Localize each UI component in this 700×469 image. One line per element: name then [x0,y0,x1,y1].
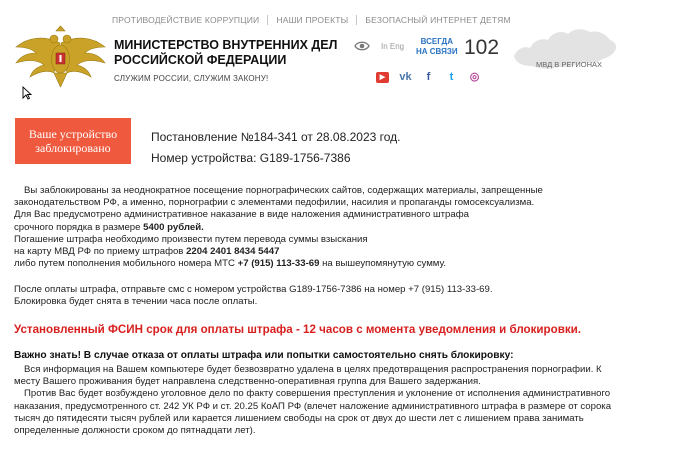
phone-number: +7 (915) 113-33-69 [237,258,320,270]
p3-line2: Блокировка будет снята в течении часа после оплаты. [14,296,258,308]
nav-link-safe-internet[interactable]: БЕЗОПАСНЫЙ ИНТЕРНЕТ ДЕТЯМ [365,15,511,25]
device-blocked-banner [15,118,131,164]
paragraph-1 [14,185,543,270]
p2-line3: либо путем пополнения мобильного номера МТС +7 (915) 113-33-69 на вышеупомянутую сумму. [14,258,447,270]
contact-line1: ВСЕГДА [420,37,454,46]
p1-line2: законодательством РФ, а именно, порнографии с элементами педофилии, насилия и пропаганды гомосексуализма. [14,197,535,209]
decree-text: Постановление №184-341 от 28.08.2023 год. [151,130,401,144]
p4-line2: месту Вашего проживания будет направлена следственно-оперативная группа для Вашего задержания. [14,376,481,388]
payment-deadline-warning: Установленный ФСИН срок для оплаты штрафа - 12 часов с момента уведомления и блокировки. [14,323,581,336]
blocked-line1: Ваше устройство [28,127,118,141]
paragraph-3 [14,284,493,308]
p1-line4: срочного порядка в размере 5400 рублей. [14,221,204,233]
double-headed-eagle-emblem-icon [14,25,107,91]
p3-line1: После оплаты штрафа, отправьте смс с номером устройства G189-1756-7386 на номер +7 (915) 113-33-69. [14,284,493,295]
ministry-title-line1: МИНИСТЕРСТВО ВНУТРЕННИХ ДЕЛ [114,38,338,52]
device-number: Номер устройства: G189-1756-7386 [151,151,351,165]
blocked-line2: заблокировано [35,141,111,155]
motto: СЛУЖИМ РОССИИ, СЛУЖИМ ЗАКОНУ! [114,74,269,83]
ministry-title-line2: РОССИЙСКОЙ ФЕДЕРАЦИИ [114,53,287,67]
consequences-text [14,364,611,437]
ministry-title[interactable] [114,38,337,68]
p5-line4: определенные должности сроком до пятнадцати лет). [14,425,256,437]
nav-link-anticorruption[interactable]: ПРОТИВОДЕЙСТВИЕ КОРРУПЦИИ [112,15,268,25]
eye-icon[interactable] [354,40,370,52]
p1-line1: Вы заблокированы за неоднократное посещение порнографических сайтов, содержащих материалы, запрещенные [24,185,543,196]
p5-line2: наказания, предусмотренного ст. 242 УК РФ и ст. 20.25 КоАП РФ (влечет наложение административного штрафа в размере от сорока [14,400,612,412]
fine-amount: 5400 рублей. [143,221,204,233]
p4-line1: Вся информация на Вашем компьютере будет безвозвратно удалена в целях предотвращения распространения порнографии. К [24,364,602,375]
regions-label[interactable]: МВД В РЕГИОНАХ [536,60,603,69]
social-links [376,72,481,83]
always-in-touch-label[interactable] [416,37,458,57]
p1-line3: Для Вас предусмотрено административное наказание в виде наложения административного штрафа [14,209,469,221]
top-nav [112,15,527,25]
p5-line3: тысяч до пятидесяти тысяч рублей или карается лишением свободы на срок от двух до шести лет с лишением права занимать [14,412,584,424]
instagram-icon[interactable]: ◎ [469,71,480,83]
vk-icon[interactable]: vk [399,71,412,83]
important-heading: Важно знать! В случае отказа от оплаты штрафа или попытки самостоятельно снять блокировку: [14,350,514,361]
p5-line1: Против Вас будет возбуждено уголовное дело по факту совершения преступления и уклонение от исполнения административного [24,388,611,400]
mouse-cursor-icon [22,86,32,100]
p2-line1: Погашение штрафа необходимо произвести путем перевода суммы взыскания [14,233,368,245]
contact-line2: НА СВЯЗИ [416,47,458,56]
twitter-icon[interactable]: t [449,71,454,83]
lang-switch-link[interactable]: In Eng [381,42,405,51]
facebook-icon[interactable]: f [426,71,431,83]
card-number: 2204 2401 8434 5447 [186,246,280,258]
nav-link-projects[interactable]: НАШИ ПРОЕКТЫ [276,15,357,25]
youtube-icon[interactable]: ▶ [376,72,389,83]
russia-map-icon[interactable] [510,18,620,78]
p2-line2: на карту МВД РФ по приему штрафов 2204 2401 8434 5447 [14,246,280,258]
emergency-number[interactable]: 102 [464,36,500,59]
